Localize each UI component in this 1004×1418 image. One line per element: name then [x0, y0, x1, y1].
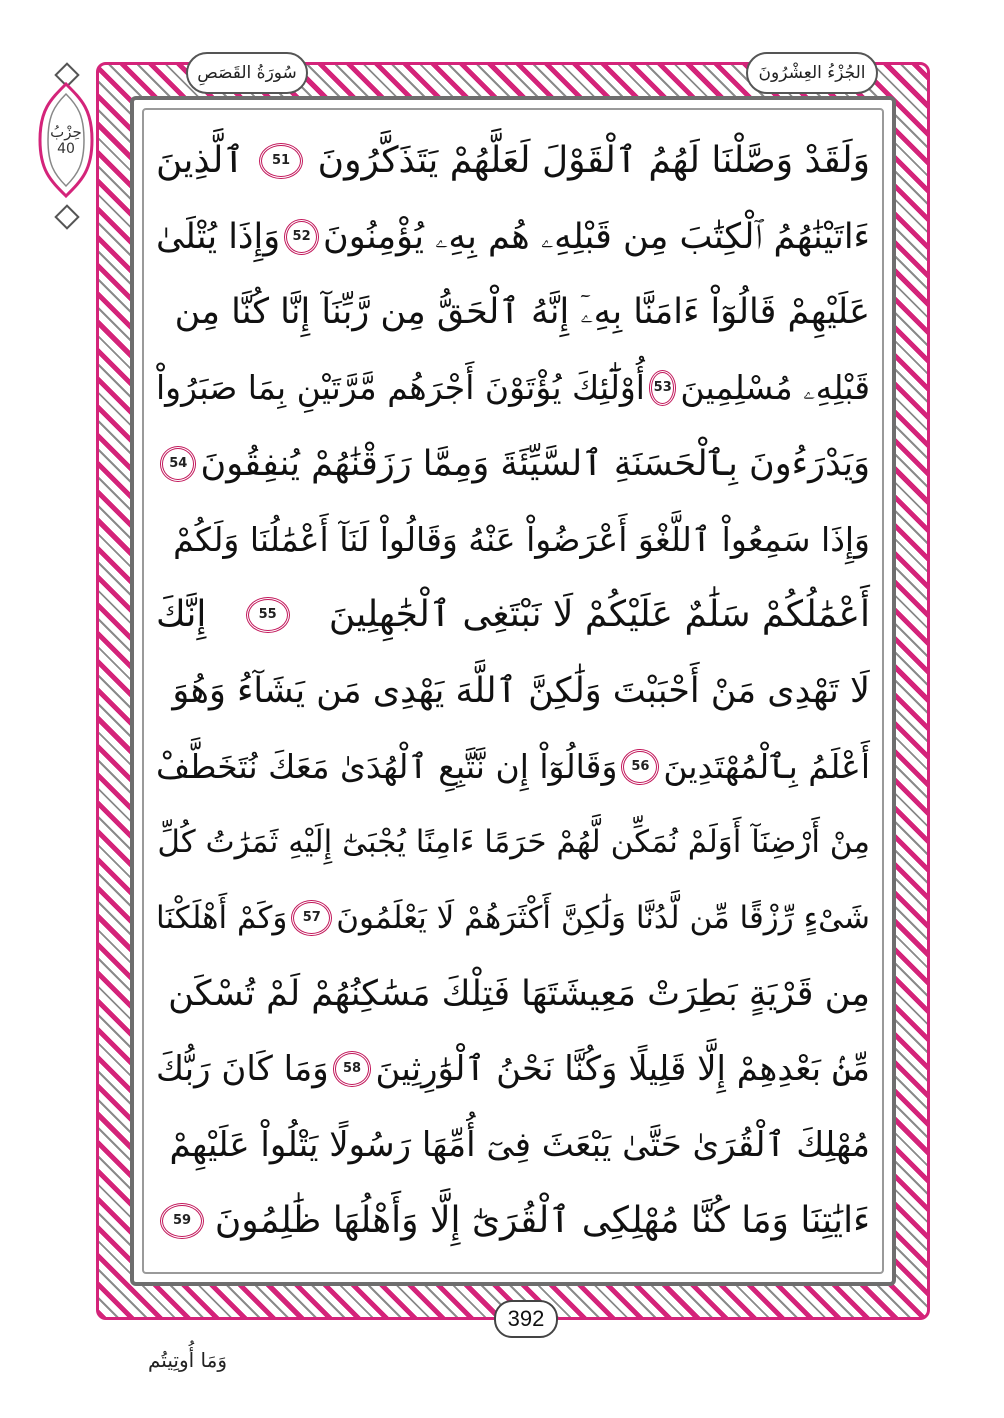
verse-number: 56 [631, 758, 650, 774]
verse-text: مِّنۢ بَعْدِهِمْ إِلَّا قَلِيلًا وَكُنَّا نَحْنُ ٱلْوَٰرِثِينَ [375, 1049, 870, 1090]
juz-title: الجُزْءُ العِشْرُونَ [746, 52, 878, 94]
verse-text: وَكَمْ أَهْلَكْنَا [156, 900, 288, 937]
verse-number: 57 [302, 910, 321, 926]
verse-number: 53 [653, 380, 672, 396]
verse-number: 51 [271, 153, 291, 168]
page-number: 392 [494, 1300, 558, 1338]
text-line [156, 883, 870, 953]
text-line [156, 1034, 870, 1104]
text-line [156, 959, 870, 1029]
verse-text: وَإِذَا سَمِعُواْ ٱللَّغْوَ أَعْرَضُواْ عَنْهُ وَقَالُواْ لَنَآ أَعْمَٰلُنَا وَلَكُمْ [173, 519, 870, 559]
verse-text: لَا تَهْدِى مَنْ أَحْبَبْتَ وَلَٰكِنَّ ٱللَّهَ يَهْدِى مَن يَشَآءُ وَهُوَ [172, 670, 870, 711]
text-line [156, 126, 870, 196]
verse-text: وَإِذَا يُتْلَىٰ [156, 216, 281, 257]
verse-text: أَعْلَمُ بِٱلْمُهْتَدِينَ [663, 746, 870, 786]
verse-text: وَقَالُوٓاْ إِن نَّتَّبِعِ ٱلْهُدَىٰ مَعَكَ نُتَخَطَّفْ [156, 746, 618, 786]
verse-number-marker [160, 446, 196, 482]
quran-text [150, 116, 876, 1266]
verse-text: مِن قَرْيَةٍ بَطِرَتْ مَعِيشَتَهَا فَتِلْكَ مَسَٰكِنُهُمْ لَمْ تُسْكَن [168, 973, 870, 1014]
text-line [156, 1110, 870, 1180]
text-line [156, 732, 870, 802]
catchword: وَمَا أُوتِيتُم [148, 1348, 227, 1372]
verse-number: 55 [258, 607, 277, 623]
verse-text: أُوْلَٰٓئِكَ يُؤْتَوْنَ أَجْرَهُم مَّرَّتَيْنِ بِمَا صَبَرُواْ [156, 368, 645, 408]
verse-number-marker [649, 370, 676, 406]
text-line [156, 429, 870, 499]
text-line [156, 807, 870, 877]
text-line [156, 656, 870, 726]
verse-number-marker [160, 1203, 204, 1239]
verse-number: 52 [292, 228, 311, 244]
verse-text: ءَاتَيْنَٰهُمُ ٱلْكِتَٰبَ مِن قَبْلِهِۦ هُم بِهِۦ يُؤْمِنُونَ [323, 216, 870, 257]
text-line [156, 202, 870, 272]
verse-text: أَعْمَٰلُكُمْ سَلَٰمٌ عَلَيْكُمْ لَا نَبْتَغِى ٱلْجَٰهِلِينَ [328, 594, 870, 636]
diamond-ornament-icon [54, 204, 79, 229]
verse-number-marker [246, 597, 290, 633]
verse-number-marker [333, 1051, 372, 1087]
surah-title: سُورَةُ القَصَصِ [186, 52, 308, 94]
verse-text: وَلَقَدْ وَصَّلْنَا لَهُمُ ٱلْقَوْلَ لَعَلَّهُمْ يَتَذَكَّرُونَ [317, 140, 870, 181]
verse-number-marker [621, 749, 659, 785]
hizb-badge [38, 80, 94, 200]
verse-text: قَبْلِهِۦ مُسْلِمِينَ [680, 368, 870, 408]
hizb-label: حِزْبُ [50, 123, 82, 141]
verse-text: شَىْءٍ رِّزْقًا مِّن لَّدُنَّا وَلَٰكِنَّ أَكْثَرَهُمْ لَا يَعْلَمُونَ [336, 900, 870, 937]
verse-text: مِنْ أَرْضِنَآ أَوَلَمْ نُمَكِّن لَّهُمْ حَرَمًا ءَامِنًا يُجْبَىٰٓ إِلَيْهِ ثَمَرَٰتُ كُلِّ [157, 824, 870, 861]
verse-text: إِنَّكَ [156, 594, 207, 636]
verse-number-marker [291, 900, 332, 936]
verse-text: ٱلَّذِينَ [156, 140, 245, 181]
verse-number: 54 [169, 455, 188, 471]
text-line [156, 1186, 870, 1256]
verse-text: وَمَا كَانَ رَبُّكَ [156, 1049, 329, 1090]
verse-text: وَيَدْرَءُونَ بِٱلْحَسَنَةِ ٱلسَّيِّئَةَ وَمِمَّا رَزَقْنَٰهُمْ يُنفِقُونَ [200, 443, 870, 484]
text-line [156, 580, 870, 650]
text-line [156, 353, 870, 423]
verse-text: ءَايَٰتِنَا وَمَا كُنَّا مُهْلِكِى ٱلْقُرَىٰٓ إِلَّا وَأَهْلُهَا ظَٰلِمُونَ [214, 1199, 870, 1241]
verse-number: 59 [172, 1212, 192, 1228]
verse-number: 58 [343, 1061, 362, 1077]
text-line [156, 505, 870, 575]
verse-text: مُهْلِكَ ٱلْقُرَىٰ حَتَّىٰ يَبْعَثَ فِىٓ أُمِّهَا رَسُولًا يَتْلُواْ عَلَيْهِمْ [169, 1125, 870, 1166]
verse-number-marker [259, 143, 303, 179]
verse-text: عَلَيْهِمْ قَالُوٓاْ ءَامَنَّا بِهِۦٓ إِنَّهُ ٱلْحَقُّ مِن رَّبِّنَآ إِنَّا كُنَّا مِن [174, 292, 870, 333]
text-line [156, 277, 870, 347]
hizb-number: 40 [57, 141, 75, 157]
verse-number-marker [284, 219, 319, 255]
